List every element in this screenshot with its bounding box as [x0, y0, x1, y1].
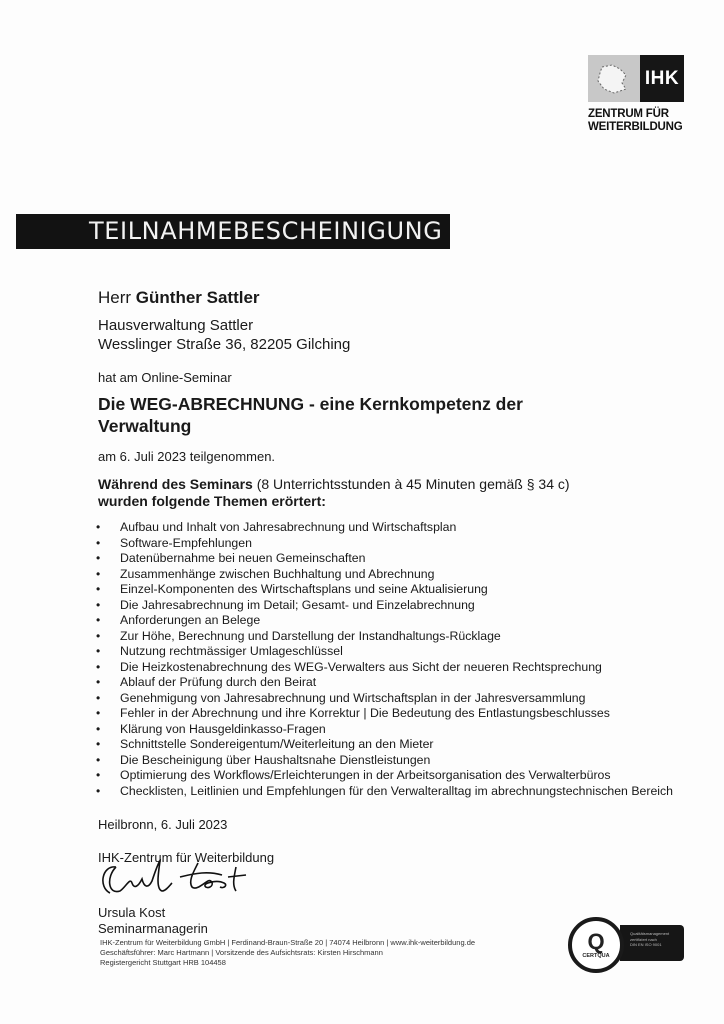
- recipient-street-city: Wesslinger Straße 36, 82205 Gilching: [98, 336, 351, 353]
- seminar-title: Die WEG-ABRECHNUNG - eine Kernkompetenz der Verwaltung: [98, 394, 523, 436]
- seal-text-1: Qualitätsmanagement: [630, 931, 670, 936]
- topic-item: • Fehler in der Abrechnung und ihre Korrektur | Die Bedeutung des Entlastungsbeschlusses: [96, 706, 678, 722]
- recipient-salutation: [98, 288, 678, 308]
- salutation: Herr: [98, 288, 132, 307]
- footer-company-line: IHK-Zentrum für Weiterbildung GmbH | Ferdinand-Braun-Straße 20 | 74074 Heilbronn | www.ihk-weiterbildung.de: [100, 938, 476, 947]
- scope-heading: Während des Seminars: [98, 476, 253, 492]
- recipient-address: [98, 316, 678, 354]
- place-date: Heilbronn, 6. Juli 2023: [98, 817, 228, 832]
- topic-item: • Aufbau und Inhalt von Jahresabrechnung und Wirtschaftsplan: [96, 520, 678, 536]
- seal-label: [620, 925, 684, 961]
- topic-item: • Datenübernahme bei neuen Gemeinschaften: [96, 551, 678, 567]
- signature: [98, 865, 678, 905]
- certificate-body: [98, 288, 678, 937]
- topic-item: • Zusammenhänge zwischen Buchhaltung und Abrechnung: [96, 567, 678, 583]
- logo-mark: IHK: [640, 55, 684, 102]
- logo-subtitle: [588, 108, 688, 134]
- topic-item: • Ablauf der Prüfung durch den Beirat: [96, 675, 678, 691]
- topic-item: • Optimierung des Workflows/Erleichterungen in der Arbeitsorganisation des Verwalterbüros: [96, 768, 678, 784]
- topic-item: • Klärung von Hausgeldinkasso-Fragen: [96, 722, 678, 738]
- intro-text: hat am Online-Seminar: [98, 370, 232, 385]
- scope-topics-heading: wurden folgende Themen erörtert:: [98, 493, 326, 509]
- signer-name: Ursula Kost: [98, 905, 166, 920]
- footer-register-line: Registergericht Stuttgart HRB 104458: [100, 958, 226, 967]
- seal-name: CERTQUA: [582, 953, 610, 959]
- footer-management-line: Geschäftsführer: Marc Hartmann | Vorsitzende des Aufsichtsrats: Kirsten Hirschmann: [100, 948, 383, 957]
- logo-subtitle-line1: ZENTRUM FÜR: [588, 108, 669, 120]
- topic-item: • Die Heizkostenabrechnung des WEG-Verwalters aus Sicht der neueren Rechtsprechung: [96, 660, 678, 676]
- topic-item: • Anforderungen an Belege: [96, 613, 678, 629]
- topic-item: • Die Bescheinigung über Haushaltsnahe Dienstleistungen: [96, 753, 678, 769]
- title-banner: [16, 214, 450, 249]
- q-icon: Q: [587, 929, 605, 954]
- topic-item: • Nutzung rechtmässiger Umlageschlüssel: [96, 644, 678, 660]
- signature-icon: [96, 857, 276, 907]
- issuer-name: IHK-Zentrum für Weiterbildung: [98, 850, 275, 865]
- topic-item: • Zur Höhe, Berechnung und Darstellung der Instandhaltungs-Rücklage: [96, 629, 678, 645]
- logo-subtitle-line2: WEITERBILDUNG: [588, 121, 683, 133]
- topic-item: • Checklisten, Leitlinien und Empfehlungen für den Verwalteralltag im abrechnungstechnischen Bereich: [96, 784, 678, 800]
- ihk-logo: [588, 55, 688, 134]
- signer-role: Seminarmanagerin: [98, 921, 208, 936]
- map-icon: [588, 55, 640, 102]
- seminar-scope: [98, 476, 678, 510]
- seal-text-2: zertifiziert nach: [630, 936, 657, 942]
- topic-list: [96, 520, 678, 799]
- topic-item: • Genehmigung von Jahresabrechnung und Wirtschaftsplan in der Jahresversammlung: [96, 691, 678, 707]
- recipient-name: Günther Sattler: [135, 288, 260, 307]
- topic-item: • Software-Empfehlungen: [96, 536, 678, 552]
- topic-item: • Schnittstelle Sondereigentum/Weiterleitung an den Mieter: [96, 737, 678, 753]
- footer: [100, 938, 475, 968]
- seal-circle: [568, 917, 624, 973]
- seal-text-3: DIN EN ISO 9001: [630, 942, 662, 947]
- topic-item: • Die Jahresabrechnung im Detail; Gesamt- und Einzelabrechnung: [96, 598, 678, 614]
- document-title: TEILNAHMEBESCHEINIGUNG: [89, 217, 443, 245]
- participation-line: am 6. Juli 2023 teilgenommen.: [98, 449, 276, 464]
- topic-item: • Einzel-Komponenten des Wirtschaftsplans und seine Aktualisierung: [96, 582, 678, 598]
- recipient-company: Hausverwaltung Sattler: [98, 317, 254, 334]
- scope-hours: (8 Unterrichtsstunden à 45 Minuten gemäß § 34 c): [252, 476, 570, 492]
